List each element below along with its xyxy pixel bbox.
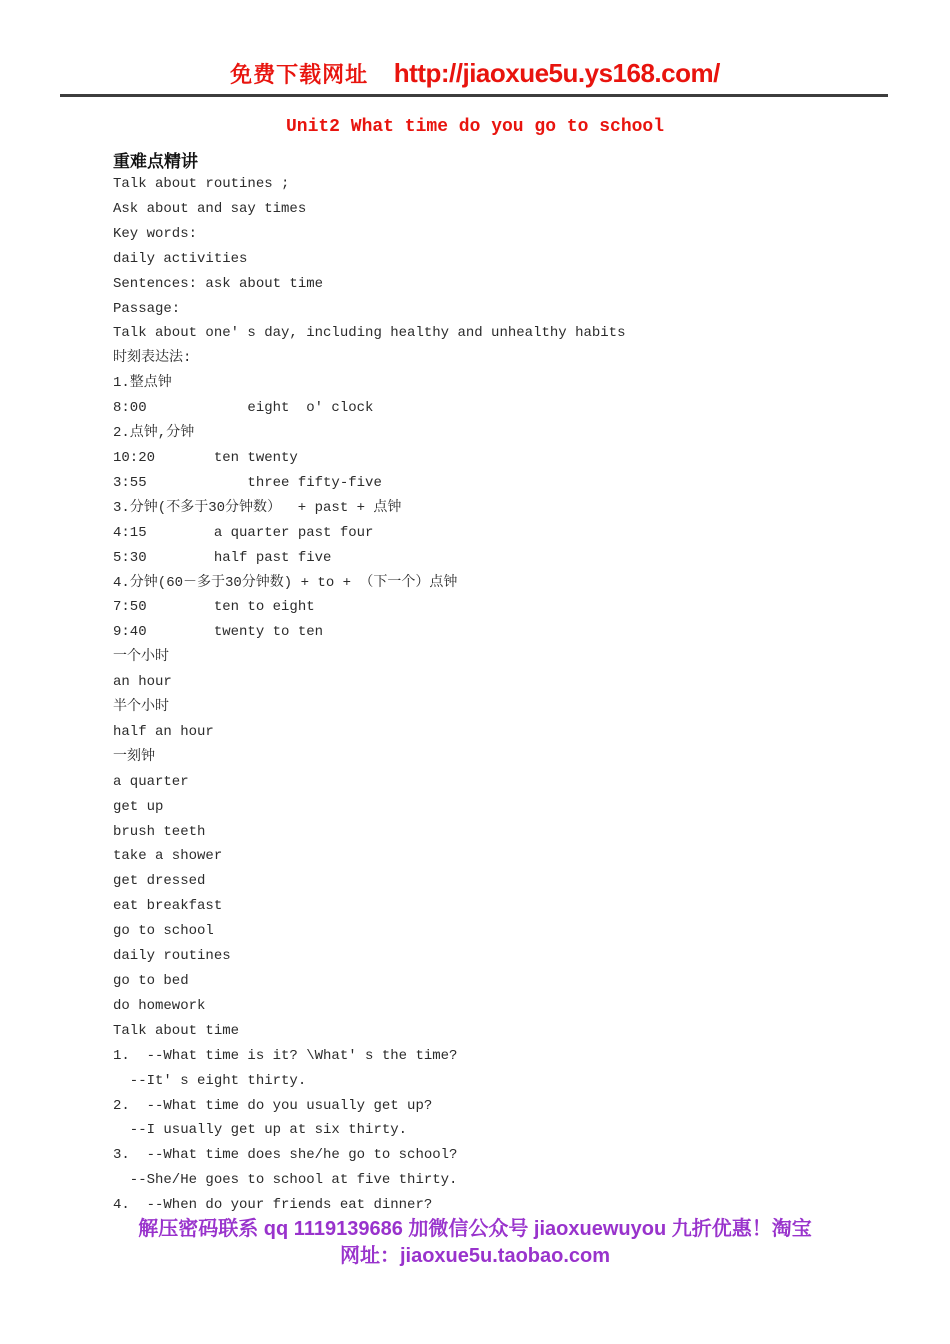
doc-line: do homework [113,997,206,1014]
doc-line: 3.分钟(不多于30分钟数） + past + 点钟 [113,499,402,516]
doc-line: daily routines [113,948,231,965]
doc-line: 3:55 three fifty-five [113,474,382,491]
doc-line: 3. --What time does she/he go to school? [113,1147,458,1164]
doc-line: --I usually get up at six thirty. [113,1122,408,1139]
doc-line: 5:30 half past five [113,549,332,566]
doc-line: 一刻钟 [113,748,155,765]
doc-line: go to bed [113,973,189,989]
document-body [113,172,625,1218]
doc-line: Ask about and say times [113,200,307,217]
doc-line: 4. --When do your friends eat dinner? [113,1197,433,1214]
doc-line: 2.点钟,分钟 [113,425,195,442]
doc-line: 4:15 a quarter past four [113,524,374,541]
doc-line: Key words: [113,225,198,242]
doc-line: 7:50 ten to eight [113,599,315,616]
doc-line: get dressed [113,873,206,890]
section-heading: 重难点精讲 [113,152,198,171]
doc-line: Talk about one' s day, including healthy and unhealthy habits [113,325,626,342]
banner-label: 免费下载网址 [230,62,369,87]
doc-line: 时刻表达法: [113,350,192,367]
doc-line: eat breakfast [113,898,223,915]
doc-line: 一个小时 [113,649,169,666]
header-divider [60,94,888,97]
doc-line: Talk about routines ; [113,176,290,192]
doc-line: daily activities [113,250,248,267]
doc-line: a quarter [113,773,189,790]
doc-line: Sentences: ask about time [113,275,324,292]
doc-line: 半个小时 [113,699,169,716]
doc-line: --She/He goes to school at five thirty. [113,1172,458,1189]
doc-line: take a shower [113,848,223,865]
doc-line: go to school [113,923,214,940]
footer-line-1: 解压密码联系 qq 1119139686 加微信公众号 jiaoxuewuyou 九折优惠！淘宝 [138,1218,812,1240]
doc-line: 1.整点钟 [113,375,172,392]
doc-line: Passage: [113,300,181,317]
doc-line: get up [113,798,164,815]
doc-line: half an hour [113,723,214,740]
doc-line: an hour [113,674,172,691]
doc-line: 2. --What time do you usually get up? [113,1097,433,1114]
doc-line: brush teeth [113,823,206,840]
download-banner [0,58,950,89]
footer-line-2[interactable]: 网址：jiaoxue5u.taobao.com [339,1245,611,1267]
page-title: Unit2 What time do you go to school [285,117,665,137]
doc-line: 4.分钟(60－多于30分钟数) + to + （下一个）点钟 [113,574,458,591]
doc-line: 1. --What time is it? \What' s the time? [113,1047,458,1064]
doc-line: 8:00 eight o' clock [113,400,374,417]
banner-url-link[interactable]: http://jiaoxue5u.ys168.com/ [393,58,720,88]
doc-line: Talk about time [113,1022,240,1039]
promo-footer [0,1216,950,1270]
doc-line: 9:40 twenty to ten [113,624,324,641]
doc-line: --It' s eight thirty. [113,1072,307,1089]
doc-line: 10:20 ten twenty [113,449,298,466]
